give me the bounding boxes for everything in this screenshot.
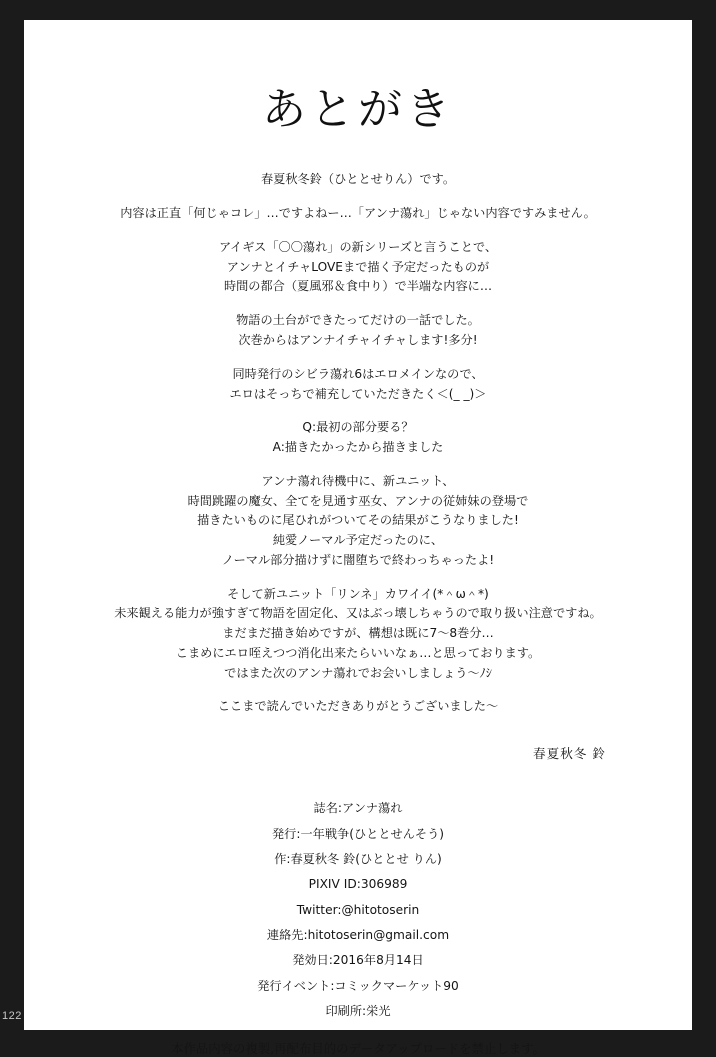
colophon-author: 作:春夏秋冬 鈴(ひととせ りん)	[274, 851, 442, 866]
text-line: ノーマル部分描けずに闇堕ちで終わっちゃったよ!	[221, 552, 495, 567]
colophon-title: 誌名:アンナ蕩れ	[313, 801, 403, 816]
text-line: アンナとイチャLOVEまで描く予定だったものが	[226, 259, 490, 274]
copyright-notice: 本作品内容の複製,再配布目的のデータアップロードを禁止します。	[171, 1040, 545, 1056]
text-line: 描きたいものに尾ひれがついてその結果がこうなりました!	[197, 513, 519, 528]
paragraph-3	[24, 238, 692, 297]
colophon-block	[24, 796, 692, 1024]
text-line: 時間の都合（夏風邪＆食中り）で半端な内容に…	[223, 279, 493, 294]
text-line: まだまだ描き始めですが、構想は既に7～8巻分…	[222, 626, 494, 641]
text-line: そして新ユニット「リンネ」カワイイ(*＾ω＾*)	[227, 586, 489, 601]
text-line: 未来観える能力が強すぎて物語を固定化、又はぶっ壊しちゃうので取り扱い注意ですね。	[114, 606, 602, 621]
colophon-contact-email: 連絡先:hitotoserin@gmail.com	[266, 928, 450, 943]
document-page	[24, 20, 692, 1056]
text-line: 純愛ノーマル予定だったのに、	[272, 533, 444, 548]
page-title: あとがき	[262, 84, 454, 135]
paragraph-4	[24, 311, 692, 351]
colophon-printer: 印刷所:栄光	[325, 1004, 391, 1019]
text-line: エロはそっちで補充していただきたく＜(_ _)＞	[229, 386, 487, 401]
colophon-pixiv-id: PIXIV ID:306989	[308, 877, 408, 892]
paragraph-1	[24, 170, 692, 190]
text-line: 次巻からはアンナイチャイチャします!多分!	[238, 332, 478, 347]
text-line: ここまで読んでいただきありがとうございました～	[217, 699, 499, 714]
paragraph-5	[24, 365, 692, 405]
colophon-release-date: 発効日:2016年8月14日	[292, 953, 424, 968]
colophon-event: 発行イベント:コミックマーケット90	[257, 978, 459, 993]
colophon-publisher: 発行:一年戦争(ひととせんそう)	[271, 826, 445, 841]
text-line: Q:最初の部分要る？	[302, 420, 414, 435]
paragraph-8	[24, 585, 692, 684]
author-signature: 春夏秋冬 鈴	[533, 746, 606, 762]
text-line: 同時発行のシビラ蕩れ6はエロメインなので、	[232, 366, 484, 381]
paragraph-7	[24, 472, 692, 571]
text-line: 内容は正直「何じゃコレ」…ですよねー…「アンナ蕩れ」じゃない内容ですみません。	[120, 206, 596, 221]
paragraph-6	[24, 418, 692, 458]
text-line: アンナ蕩れ待機中に、新ユニット、	[261, 473, 455, 488]
text-line: 春夏秋冬鈴（ひととせりん）です。	[260, 172, 456, 187]
text-line: A:描きたかったから描きました	[272, 440, 444, 455]
paragraph-9	[24, 697, 692, 717]
text-line: ではまた次のアンナ蕩れでお会いしましょう～ﾉｼ	[224, 665, 492, 680]
paragraph-2	[24, 204, 692, 224]
text-line: こまめにエロ咥えつつ消化出来たらいいなぁ…と思っております。	[175, 645, 541, 660]
afterword-body	[24, 170, 692, 717]
text-line: アイギス「〇〇蕩れ」の新シリーズと言うことで、	[218, 239, 498, 254]
text-line: 物語の土台ができたってだけの一話でした。	[236, 313, 480, 328]
colophon-twitter: Twitter:@hitotoserin	[296, 902, 420, 917]
text-line: 時間跳躍の魔女、全てを見通す巫女、アンナの従姉妹の登場で	[187, 493, 529, 508]
page-number: 122	[2, 1010, 22, 1022]
